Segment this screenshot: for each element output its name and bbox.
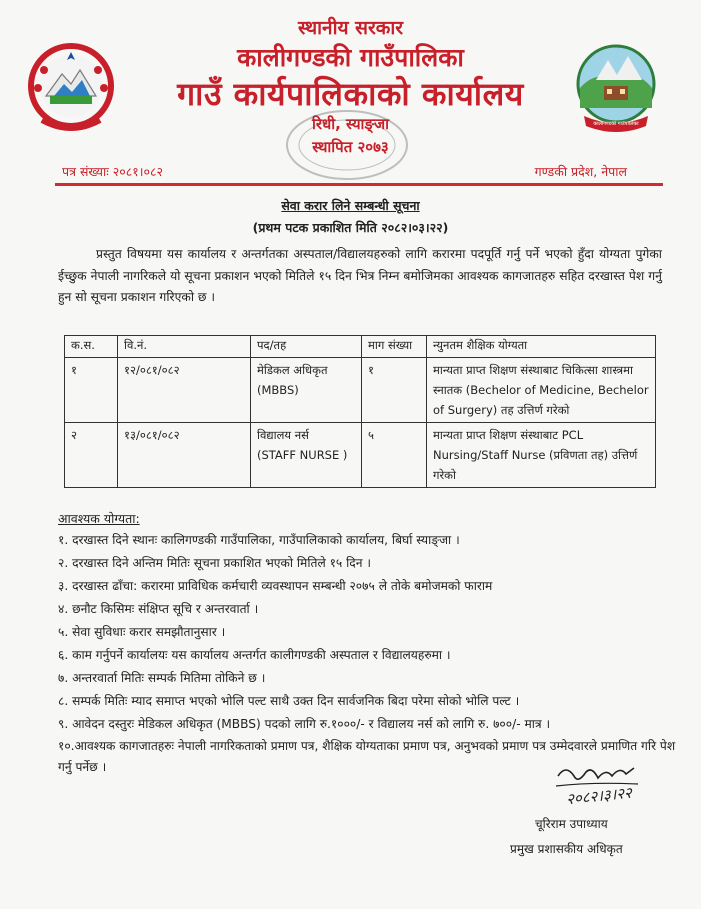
list-item: १. दरखास्त दिने स्थानः कालिगण्डकी गाउँपालिका, गाउँपालिकाको कार्यालय, बिर्घा स्याङ्जा । (58, 533, 460, 547)
notice-title: सेवा करार लिने सम्बन्धी सूचना (281, 198, 420, 213)
requirements-list (58, 529, 678, 778)
list-item: ९. आवेदन दस्तुरः मेडिकल अधिकृत (MBBS) पदको लागि रु.१०००/- र विद्यालय नर्स को लागि रु. ७००/- मात्र । (58, 717, 551, 731)
emblem-right-caption: कालीगण्डकी गाउँपालिका (593, 121, 639, 127)
requirements-title: आवश्यक योग्यता: (58, 511, 140, 526)
cell-sn: २ (65, 423, 118, 488)
cell-post (251, 423, 362, 488)
list-item: ५. सेवा सुविधाः करार समझौतानुसार । (58, 625, 226, 639)
cell-post (251, 358, 362, 423)
column-header-demand: माग संख्या (362, 336, 427, 358)
cell-demand: ५ (362, 423, 427, 488)
cell-sn: १ (65, 358, 118, 423)
post-english: (MBBS) (257, 383, 299, 397)
signatory-designation: प्रमुख प्रशासकीय अधिकृत (510, 842, 623, 856)
table-row (65, 423, 656, 488)
table-header-row (65, 336, 656, 358)
cell-qualification: मान्यता प्राप्त शिक्षण संस्थाबाट PCL Nursing/Staff Nurse (प्रविणता तह) उत्तिर्ण गरेको (427, 423, 656, 488)
list-item: २. दरखास्त दिने अन्तिम मितिः सूचना प्रकाशित भएको मितिले १५ दिन । (58, 556, 372, 570)
table-row (65, 358, 656, 423)
notice-intro-paragraph: प्रस्तुत विषयमा यस कार्यालय र अन्तर्गतका अस्पताल/विद्यालयहरुको लागि करारमा पदपूर्ति गर्नु पर्ने भएको हुँदा योग्यता पुगेका ईच्छुक नेपाली नागरिकले यो सूचना प्रकाशन भएको मितिले १५ दिन भित्र निम्न बमोजिमका आवश्यक कागजातहरु सहित दरखास्त पेश गर्नु हुन सो सूचना प्रकाशन गरिएको छ । (58, 247, 662, 304)
list-item: ६. काम गर्नुपर्ने कार्यालयः यस कार्यालय अन्तर्गत कालीगण्डकी अस्पताल र विद्यालयहरुमा । (58, 648, 451, 662)
cell-qualification: मान्यता प्राप्त शिक्षण संस्थाबाट चिकित्सा शास्त्रमा स्नातक (Bechelor of Medicine, Bechelor of Surgery) तह उत्तिर्ण गरेको (427, 358, 656, 423)
header-line-local-government: स्थानीय सरकार (297, 17, 404, 39)
office-stamp-icon (272, 100, 422, 190)
letter-reference-number: पत्र संख्याः २०८१।०८२ (62, 164, 163, 179)
header-line-office: गाउँ कार्यपालिकाको कार्यालय (177, 75, 524, 113)
vacancy-table (64, 335, 656, 488)
signatory-name: चूरिराम उपाध्याय (535, 817, 608, 831)
province-label: गण्डकी प्रदेश, नेपाल (534, 164, 627, 179)
header-line-established: स्थापित २०७३ (312, 138, 389, 156)
cell-adv-no: १३/०८१/०८२ (118, 423, 251, 488)
list-item: ८. सम्पर्क मितिः म्याद समाप्त भएको भोलि पल्ट साथै उक्त दिन सार्वजनिक बिदा परेमा सोको भोलि पल्ट । (58, 694, 520, 708)
column-header-qualification: न्युनतम शैक्षिक योग्यता (427, 336, 656, 358)
column-header-post: पद/तह (251, 336, 362, 358)
header-line-address: रिधी, स्याङ्जा (311, 115, 390, 133)
list-item: ३. दरखास्त ढाँचा: करारमा प्राविधिक कर्मचारी व्यवस्थापन सम्बन्धी २०७५ ले तोके बमोजमको फाराम (58, 579, 493, 593)
column-header-sn: क.स. (65, 336, 118, 358)
notice-subtitle: (प्रथम पटक प्रकाशित मिति २०८२।०३।२२) (252, 220, 449, 235)
cell-adv-no: १२/०८१/०८२ (118, 358, 251, 423)
list-item: ७. अन्तरवार्ता मितिः सम्पर्क मितिमा तोकिने छ । (58, 671, 266, 685)
list-item: १०.आवश्यक कागजातहरुः नेपाली नागरिकताको प्रमाण पत्र, शैक्षिक योग्यताका प्रमाण पत्र, अनुभवको प्रमाण पत्र उम्मेदवारले प्रमाणित गरि पेश गर्नु पर्नेछ । (58, 739, 676, 774)
list-item: ४. छनौट किसिमः संक्षिप्त सूचि र अन्तरवार्ता । (58, 602, 259, 616)
signature-date: २०८२।३।२२ (565, 783, 633, 809)
post-english: (STAFF NURSE ) (257, 448, 348, 462)
cell-demand: १ (362, 358, 427, 423)
post-name: मेडिकल अधिकृत (257, 363, 328, 377)
header-divider (55, 183, 663, 186)
post-name: विद्यालय नर्स (257, 428, 309, 442)
column-header-adv-no: वि.नं. (118, 336, 251, 358)
header-line-municipality: कालीगण्डकी गाउँपालिका (237, 43, 464, 72)
